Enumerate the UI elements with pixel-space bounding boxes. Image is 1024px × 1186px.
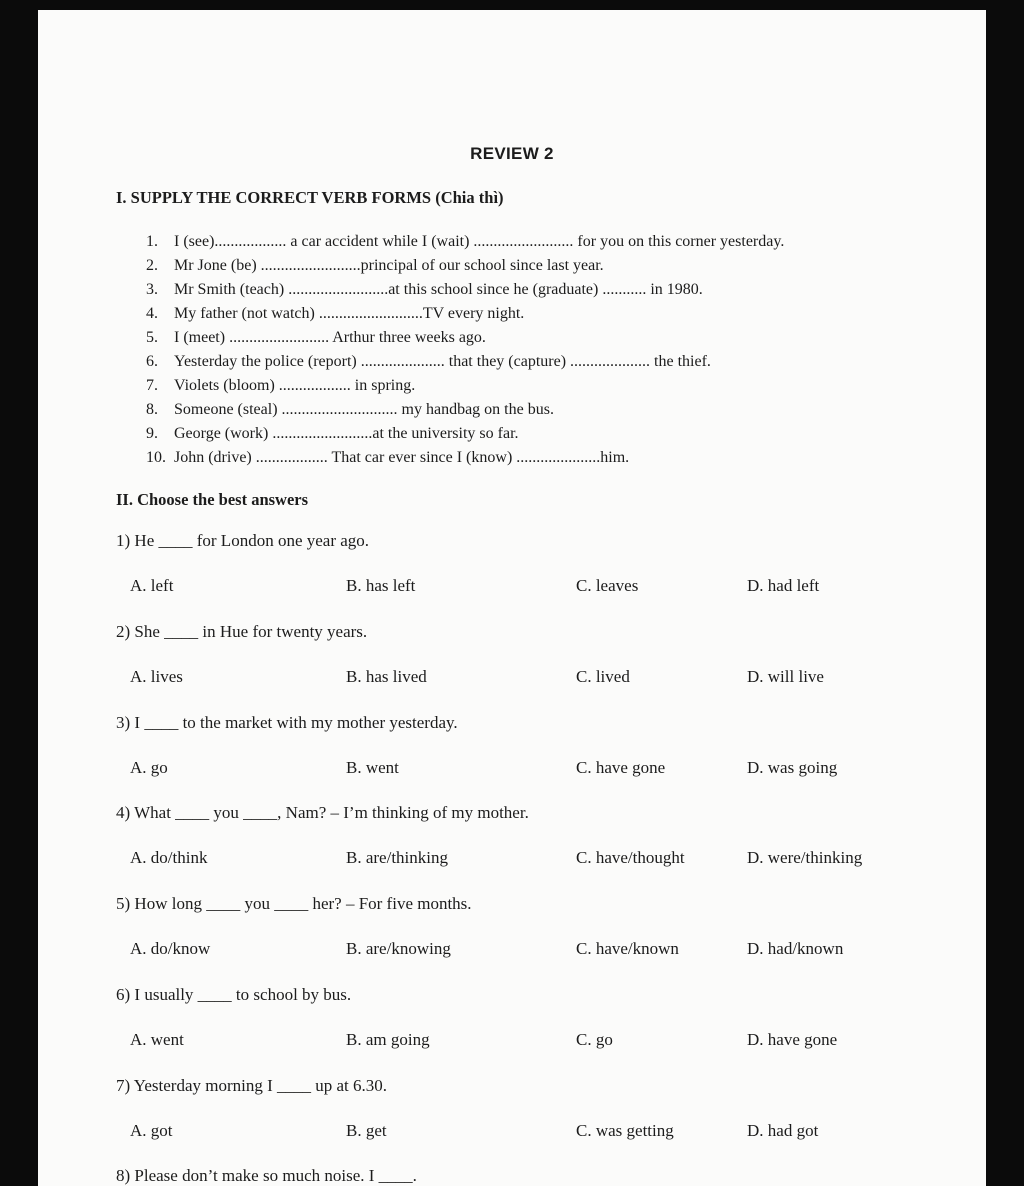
option-a: A. lives xyxy=(130,667,183,686)
question-6-options xyxy=(38,1030,986,1056)
question-5: 5) How long ____ you ____ her? – For five months. xyxy=(116,894,472,913)
question-2-options xyxy=(38,667,986,693)
option-c: C. have/thought xyxy=(576,848,685,867)
option-b: B. has left xyxy=(346,576,416,595)
option-d: D. had left xyxy=(747,576,820,595)
verb-form-exercise-list xyxy=(146,230,784,470)
question-1-options xyxy=(38,576,986,602)
question-3: 3) I ____ to the market with my mother yesterday. xyxy=(116,713,458,732)
option-c: C. leaves xyxy=(576,576,639,595)
option-a: A. do/know xyxy=(130,939,211,958)
exercise-item: 1. I (see).................. a car accident while I (wait) ......................... for you on this corner yesterday. xyxy=(146,233,785,250)
question-7-options xyxy=(38,1121,986,1147)
exercise-item: 10. John (drive) .................. That car ever since I (know) .....................him. xyxy=(146,449,630,466)
question-2: 2) She ____ in Hue for twenty years. xyxy=(116,622,368,641)
exercise-item: 9. George (work) .........................at the university so far. xyxy=(146,425,519,442)
option-c: C. go xyxy=(576,1030,613,1049)
option-d: D. had/known xyxy=(747,939,844,958)
question-8: 8) Please don’t make so much noise. I ____. xyxy=(116,1166,417,1185)
option-a: A. go xyxy=(130,758,168,777)
option-d: D. had got xyxy=(747,1121,819,1140)
option-b: B. am going xyxy=(346,1030,430,1049)
exercise-item: 2. Mr Jone (be) .........................principal of our school since last year. xyxy=(146,257,604,274)
question-7: 7) Yesterday morning I ____ up at 6.30. xyxy=(116,1076,388,1095)
exercise-item: 5. I (meet) ......................... Arthur three weeks ago. xyxy=(146,329,486,346)
option-c: C. have/known xyxy=(576,939,679,958)
exercise-item: 7. Violets (bloom) .................. in spring. xyxy=(146,377,416,394)
worksheet-page xyxy=(38,10,986,1186)
option-d: D. were/thinking xyxy=(747,848,863,867)
option-a: A. got xyxy=(130,1121,173,1140)
option-b: B. are/knowing xyxy=(346,939,451,958)
option-c: C. have gone xyxy=(576,758,666,777)
option-a: A. do/think xyxy=(130,848,208,867)
exercise-item: 6. Yesterday the police (report) ..................... that they (capture) .................... the thief. xyxy=(146,353,711,370)
option-d: D. have gone xyxy=(747,1030,838,1049)
question-4-options xyxy=(38,848,986,874)
option-b: B. are/thinking xyxy=(346,848,448,867)
option-a: A. went xyxy=(130,1030,184,1049)
page-title: REVIEW 2 xyxy=(470,144,554,163)
option-b: B. went xyxy=(346,758,399,777)
option-d: D. was going xyxy=(747,758,838,777)
question-6: 6) I usually ____ to school by bus. xyxy=(116,985,352,1004)
exercise-item: 8. Someone (steal) ............................. my handbag on the bus. xyxy=(146,401,554,418)
option-b: B. get xyxy=(346,1121,387,1140)
section-2-heading: II. Choose the best answers xyxy=(116,490,309,509)
option-d: D. will live xyxy=(747,667,824,686)
option-c: C. was getting xyxy=(576,1121,674,1140)
question-1: 1) He ____ for London one year ago. xyxy=(116,531,370,550)
section-1-heading: I. SUPPLY THE CORRECT VERB FORMS (Chia thì) xyxy=(116,188,504,207)
option-c: C. lived xyxy=(576,667,630,686)
question-3-options xyxy=(38,758,986,784)
exercise-item: 3. Mr Smith (teach) .........................at this school since he (graduate) ........... in 1980. xyxy=(146,281,703,298)
option-b: B. has lived xyxy=(346,667,427,686)
question-4: 4) What ____ you ____, Nam? – I’m thinking of my mother. xyxy=(116,803,529,822)
question-5-options xyxy=(38,939,986,965)
option-a: A. left xyxy=(130,576,174,595)
exercise-item: 4. My father (not watch) ..........................TV every night. xyxy=(146,305,525,322)
